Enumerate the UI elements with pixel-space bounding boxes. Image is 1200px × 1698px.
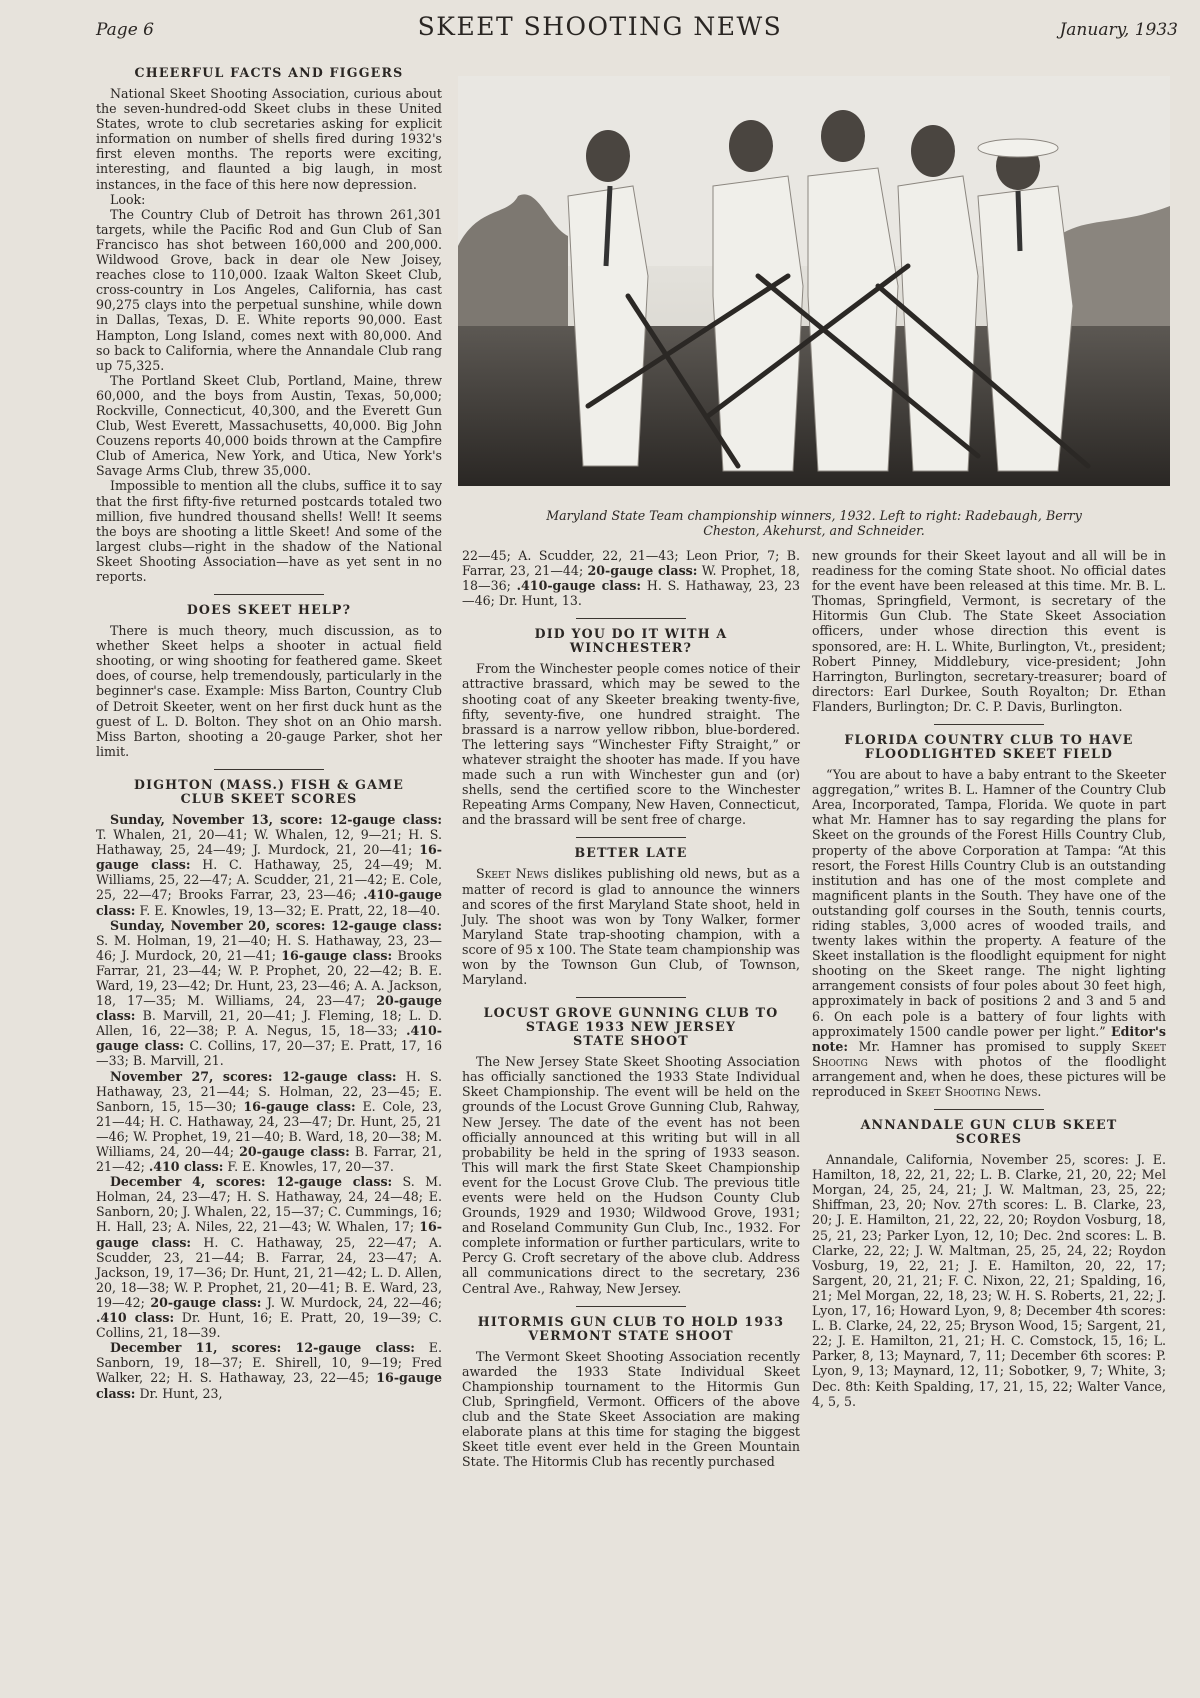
masthead-title: SKEET SHOOTING NEWS	[417, 12, 783, 41]
divider-rule	[576, 997, 686, 998]
dighton-dec4: December 4, scores: 12-gauge class: S. M. Holman, 24, 23—47; H. S. Hathaway, 24, 24—48; E. Sanborn, 20; J. Whalen, 22, 15—37; C. Cummings, 16; H. Hall, 23; A. Niles, 22, 21—43; W. Whalen, 17; 16-gauge class: H. C. Hathaway, 25, 22—47; A. Scudder, 23, 21—44; B. Farrar, 24, 23—47; A. Jackson, 19, 17—36; Dr. Hunt, 21, 21—42; L. D. Allen, 20, 18—38; W. P. Prophet, 21, 20—41; B. E. Ward, 23, 19—42; 20-gauge class: J. W. Murdock, 24, 22—46; .410 class: Dr. Hunt, 16; E. Pratt, 20, 19—39; C. Collins, 21, 18—39.	[96, 1174, 442, 1341]
dighton-dec11: December 11, scores: 12-gauge class: E. Sanborn, 19, 18—37; E. Shirell, 10, 9—19; Fred Walker, 22; H. S. Hathaway, 23, 22—45; 16-gauge class: Dr. Hunt, 23,	[96, 1340, 442, 1401]
heading-dighton: DIGHTON (MASS.) FISH & GAME CLUB SKEET SCORES	[134, 776, 404, 806]
heading-skeet-help: DOES SKEET HELP?	[186, 602, 352, 618]
help-p1: There is much theory, much discussion, as to whether Skeet helps a shooter in actual field shooting, or wing shooting for feathered game. Skeet does, of course, help tremendously, particularly in the beginner's case. Example: Miss Barton, Country Club of Detroit Skeeter, went on her first duck hunt as the guest of L. D. Bolton. They shot on an Ohio marsh. Miss Barton, shooting a 20-gauge Parker, shot her limit.	[96, 623, 442, 759]
team-photo-image	[458, 76, 1170, 486]
team-photo	[458, 76, 1170, 486]
issue-date: January, 1933	[1059, 20, 1178, 40]
heading-cheerful: CHEERFUL FACTS AND FIGGERS	[134, 65, 404, 80]
dighton-nov27: November 27, scores: 12-gauge class: H. S. Hathaway, 23, 21—44; S. Holman, 22, 23—45; E. Sanborn, 15, 15—30; 16-gauge class: E. Cole, 23, 21—44; H. C. Hathaway, 24, 23—47; Dr. Hunt, 25, 21—46; W. Prophet, 19, 21—40; B. Ward, 18, 20—38; M. Williams, 24, 20—44; 20-gauge class: B. Farrar, 21, 21—42; .410 class: F. E. Knowles, 17, 20—37.	[96, 1068, 442, 1175]
cheerful-p2: Look:	[110, 191, 146, 207]
dighton-continued: 22—45; A. Scudder, 22, 21—43; Leon Prior, 7; B. Farrar, 23, 21—44; 20-gauge class: W. Prophet, 18, 18—36; .410-gauge class: H. S. Hathaway, 23, 23—46; Dr. Hunt, 13.	[462, 548, 801, 609]
divider-rule	[214, 769, 324, 770]
divider-rule	[576, 1306, 686, 1307]
divider-rule	[576, 837, 686, 838]
winchester-p1: From the Winchester people comes notice of their attractive brassard, which may be sewed to the shooting coat of any Skeeter breaking twenty-five, fifty, seventy-five, one hundred straight. The brassard is a narrow yellow ribbon, blue-bordered. The lettering says “Winchester Fifty Straight,” or whatever straight the shooter has made. If you have made such a run with Winchester gun and (or) shells, send the certified score to the Winchester Repeating Arms Company, New Haven, Connecticut, and the brassard will be sent free of charge.	[462, 661, 800, 828]
column-left	[96, 66, 442, 1401]
heading-better-late: BETTER LATE	[574, 845, 688, 861]
divider-rule	[576, 618, 686, 619]
divider-rule	[214, 594, 324, 595]
hitormis-p1-continued: new grounds for their Skeet layout and all will be in readiness for the coming State shoot. No official dates for the event have been released at this time. Mr. B. L. Thomas, Springfield, Vermont, is secretary of the Hitormis Gun Club. The State Skeet Association officers, under whose direction this event is sponsored, are: H. L. White, Burlington, Vt., president; Robert Pinney, Middlebury, vice-president; John Harrington, Burlington, secretary-treasurer; board of directors: Earl Durkee, South Royalton; Dr. Ethan Flanders, Burlington; Dr. C. P. Davis, Burlington.	[812, 548, 1166, 714]
hitormis-p1: The Vermont Skeet Shooting Association recently awarded the 1933 State Individual Skeet Championship tournament to the Hitormis Gun Club, Springfield, Vermont. Officers of the above club and the State Skeet Association are making elaborate plans at this time for staging the biggest Skeet title event ever held in the Green Mountain State. The Hitormis Club has recently purchased	[462, 1348, 800, 1470]
divider-rule	[934, 724, 1044, 725]
column-right	[812, 548, 1166, 1409]
dighton-nov20: Sunday, November 20, scores: 12-gauge class: S. M. Holman, 19, 21—40; H. S. Hathaway, 23, 23—46; J. Murdock, 20, 21—41; 16-gauge class: Brooks Farrar, 21, 23—44; W. P. Prophet, 20, 22—42; B. E. Ward, 19, 23—42; Dr. Hunt, 23, 23—46; A. A. Jackson, 18, 17—35; M. Williams, 24, 23—47; 20-gauge class: B. Marvill, 21, 20—41; J. Fleming, 18; L. D. Allen, 16, 22—38; P. A. Negus, 15, 18—33; .410-gauge class: C. Collins, 17, 20—37; E. Pratt, 17, 16—33; B. Marvill, 21.	[96, 917, 442, 1069]
dighton-nov13: Sunday, November 13, score: 12-gauge class: T. Whalen, 21, 20—41; W. Whalen, 12, 9—21; H. S. Hathaway, 25, 24—49; J. Murdock, 21, 20—41; 16-gauge class: H. C. Hathaway, 25, 24—49; M. Williams, 25, 22—47; A. Scudder, 21, 21—42; E. Cole, 25, 22—47; Brooks Farrar, 23, 23—46; .410-gauge class: F. E. Knowles, 19, 13—32; E. Pratt, 22, 18—40.	[96, 811, 442, 918]
cheerful-p4: The Portland Skeet Club, Portland, Maine, threw 60,000, and the boys from Austin, Texas, 50,000; Rockville, Connecticut, 40,300, and the Everett Gun Club, West Everett, Massachusetts, 40,000. Big John Couzens reports 40,000 boids thrown at the Campfire Club of America, New York, and Utica, New York's Savage Arms Club, threw 35,000.	[96, 372, 442, 479]
heading-annandale: ANNANDALE GUN CLUB SKEET SCORES	[860, 1117, 1118, 1147]
column-middle	[462, 548, 800, 1469]
annandale-p1: Annandale, California, November 25, scores: J. E. Hamilton, 18, 22, 21, 22; L. B. Clarke, 21, 20, 22; Mel Morgan, 24, 25, 24, 21; J. W. Maltman, 23, 25, 22; Shiffman, 23, 20; Nov. 27th scores: L. B. Clarke, 23, 20; J. E. Hamilton, 21, 22, 22, 20; Roydon Vosburg, 18, 25, 21, 23; Parker Lyon, 12, 10; Dec. 2nd scores: L. B. Clarke, 22, 22; J. W. Maltman, 25, 25, 24, 22; Roydon Vosburg, 19, 22, 21; J. E. Hamilton, 20, 22, 17; Sargent, 20, 21, 21; F. C. Nixon, 22, 21; Spalding, 16, 21; Mel Morgan, 22, 18, 23; W. H. S. Roberts, 21, 22; J. Lyon, 17, 16; Howard Lyon, 9, 8; December 4th scores: L. B. Clarke, 24, 22, 25; Bryson Wood, 15; Sargent, 21, 22; J. E. Hamilton, 21, 21; H. C. Comstock, 15, 16; L. Parker, 8, 13; Maynard, 7, 11; December 6th scores: P. Lyon, 9, 13; Maynard, 12, 11; Sobotker, 9, 7; White, 3; Dec. 8th: Keith Spalding, 17, 21, 15, 22; Walter Vance, 4, 5, 5.	[812, 1152, 1166, 1409]
heading-locust-grove: LOCUST GROVE GUNNING CLUB TO STAGE 1933 NEW JERSEY STATE SHOOT	[483, 1005, 779, 1049]
heading-florida: FLORIDA COUNTRY CLUB TO HAVE FLOODLIGHTED SKEET FIELD	[844, 732, 1134, 762]
better-late-p1: Skeet News dislikes publishing old news, but as a matter of record is glad to announce the winners and scores of the first Maryland State shoot, held in July. The shoot was won by Tony Walker, former Maryland State trap-shooting champion, with a score of 95 x 100. The State team championship was won by the Townson Gun Club, of Townson, Maryland.	[462, 866, 800, 988]
heading-hitormis: HITORMIS GUN CLUB TO HOLD 1933 VERMONT STATE SHOOT	[477, 1313, 785, 1343]
florida-p1: “You are about to have a baby entrant to the Skeeter aggregation,” writes B. L. Hamner of the Country Club Area, Incorporated, Tampa, Florida. We quote in part what Mr. Hamner has to say regarding the plans for Skeet on the grounds of the Forest Hills Country Club, property of the above Corporation at Tampa: “At this resort, the Forest Hills Country Club is an outstanding institution and has one of the most complete and magnificent plants in the South. They have one of the outstanding golf courses in the South, tennis courts, riding stables, 3,000 acres of wooded trails, and twenty lakes within the property. A feature of the Skeet installation is the floodlight equipment for night shooting on the Skeet range. The night lighting arrangement consists of four poles about 30 feet high, approximately in back of positions 2 and 3 and 5 and 6. On each pole is a battery of four lights with approximately 1500 candle power per light.” Editor's note: Mr. Hamner has promised to supply Skeet Shooting News with photos of the floodlight arrangement and, when he does, these pictures will be reproduced in Skeet Shooting News.	[812, 767, 1167, 1099]
locust-p1: The New Jersey State Skeet Shooting Association has officially sanctioned the 1933 State Individual Skeet Championship. The event will be held on the grounds of the Locust Grove Gunning Club, Rahway, New Jersey. The date of the event has not been officially announced at this writing but will in all probability be held in the spring of 1933 season. This will mark the first State Skeet Championship event for the Locust Grove Club. The previous title events were held on the Hudson County Club Grounds, 1929 and 1930; Wildwood Grove, 1931; and Roseland Community Gun Club, Inc., 1932. For complete information or further particulars, write to Percy G. Croft secretary of the above club. Address all communications direct to the secretary, 236 Central Ave., Rahway, New Jersey.	[462, 1054, 800, 1296]
cheerful-p1: National Skeet Shooting Association, curious about the seven-hundred-odd Skeet clubs in these United States, wrote to club secretaries asking for explicit information on number of shells fired during 1932's first eleven months. The reports were exciting, interesting, and flaunted a big laugh, in most instances, in the face of this here now depression.	[96, 86, 442, 192]
page-number: Page 6	[96, 20, 154, 40]
cheerful-p3: The Country Club of Detroit has thrown 261,301 targets, while the Pacific Rod and Gun Club of San Francisco has shot between 160,000 and 200,000. Wildwood Grove, back in dear ole New Joisey, reaches close to 110,000. Izaak Walton Skeet Club, cross-country in Los Angeles, California, has cast 90,275 clays into the perpetual sunshine, while down in Dallas, Texas, D. E. White reports 90,000. East Hampton, Long Island, comes next with 80,000. And so back to California, where the Annandale Club rang up 75,325.	[96, 206, 442, 373]
photo-caption: Maryland State Team championship winners, 1932. Left to right: Radebaugh, Berry Cheston, Akehurst, and Schneider.	[546, 508, 1082, 538]
divider-rule	[934, 1109, 1044, 1110]
heading-winchester: DID YOU DO IT WITH A WINCHESTER?	[534, 626, 728, 656]
cheerful-p5: Impossible to mention all the clubs, suffice it to say that the first fifty-five returned postcards totaled two million, five hundred thousand shells! Well! It seems the boys are shooting a little Skeet! And some of the largest clubs—right in the shadow of the National Skeet Shooting Association—have as yet sent in no reports.	[96, 478, 442, 584]
